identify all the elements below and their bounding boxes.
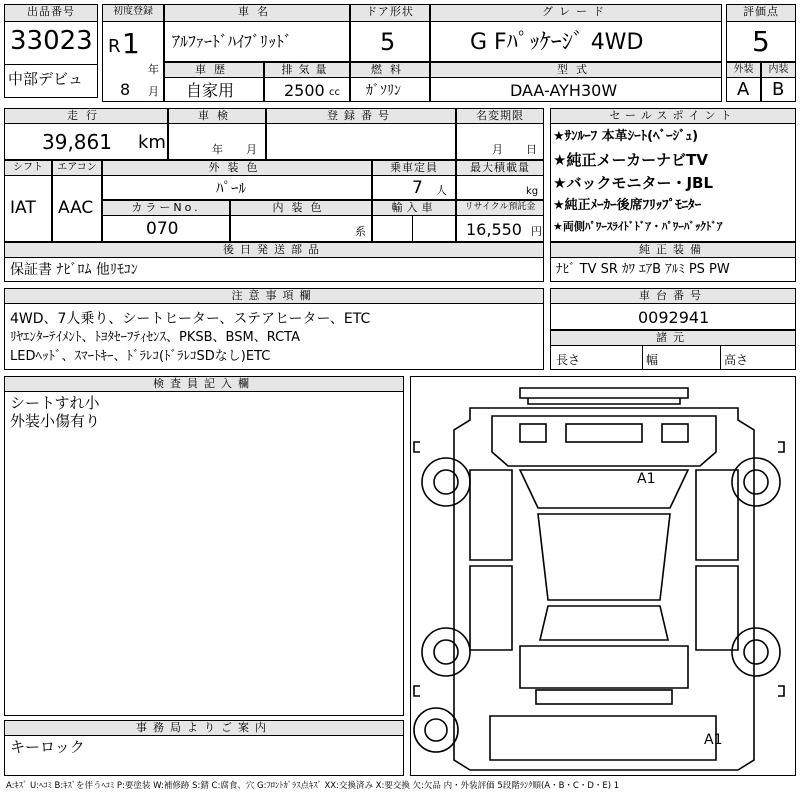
wheel-rear-right xyxy=(732,628,780,676)
interior-color-label: 内装色 xyxy=(230,200,372,216)
score-label: 評価点 xyxy=(726,4,796,22)
fuel: ｶﾞｿﾘﾝ xyxy=(366,83,401,99)
first-reg-year-unit: 年 xyxy=(148,63,159,76)
load-label: 最大積載量 xyxy=(456,160,544,176)
wheel-rear-right-hub xyxy=(744,640,768,664)
first-reg-era: R xyxy=(108,36,121,57)
mileage-label: 走行 xyxy=(4,108,168,124)
shift-label: シフト xyxy=(4,160,52,176)
sales-label: セールスポイント xyxy=(550,108,796,124)
interior-grade-label: 内装 xyxy=(761,62,796,78)
bracket-rear-left xyxy=(414,686,420,696)
mileage-unit: km xyxy=(138,132,166,153)
sales-point: ★純正メーカーナビTV xyxy=(553,151,708,169)
registration-label: 登録番号 xyxy=(266,108,456,124)
wheel-front-right xyxy=(732,458,780,506)
history: 自家用 xyxy=(186,81,235,100)
lower-bumper xyxy=(490,716,716,760)
capacity-label: 乗車定員 xyxy=(372,160,456,176)
tailgate xyxy=(520,646,688,688)
wheel-rear-left xyxy=(422,628,470,676)
bracket-front-left xyxy=(414,442,420,452)
notes-label: 注意事項欄 xyxy=(4,288,544,304)
left-front-door xyxy=(470,470,512,560)
capacity-unit: 人 xyxy=(436,184,447,197)
first-reg-month: 8 xyxy=(120,80,131,99)
note-line: 4WD、7人乗り、シートヒーター、ステアヒーター、ETC xyxy=(10,311,371,327)
dims-label: 諸元 xyxy=(550,330,796,346)
name-change-month-unit: 月 xyxy=(492,143,503,156)
grade: G Fﾊﾟｯｹｰｼﾞ 4WD xyxy=(470,30,644,55)
spare-wheel-left-hub xyxy=(425,719,447,741)
height-label: 高さ xyxy=(724,353,749,367)
office-label: 事務局よりご案内 xyxy=(4,720,404,736)
name-change-day-unit: 日 xyxy=(526,143,537,156)
inspection-year-unit: 年 xyxy=(212,143,223,156)
color: ﾊﾟｰﾙ xyxy=(216,179,247,197)
bracket-rear-right xyxy=(778,686,784,696)
first-reg-month-unit: 月 xyxy=(148,85,159,98)
displacement-unit: cc xyxy=(329,87,340,98)
wheel-front-right-hub xyxy=(744,470,768,494)
rear-bumper xyxy=(536,690,672,704)
office-text: キーロック xyxy=(10,738,85,756)
sales-point: ★純正ﾒｰｶｰ後席ﾌﾘｯﾌﾟﾓﾆﾀｰ xyxy=(553,198,702,213)
grade-label: グレード xyxy=(430,4,722,22)
car-name: ｱﾙﾌｧｰﾄﾞﾊｲﾌﾞﾘｯﾄﾞ xyxy=(172,32,293,51)
legend: A:ｷｽﾞ U:ﾍｺﾐ B:ｷｽﾞを伴うﾍｺﾐ P:要塗装 W:補修跡 S:錆 C:腐食、穴 G:ﾌﾛﾝﾄｶﾞﾗｽ点ｷｽﾞ XX:交換済み X:要交換 欠:欠品 内・外装評価 5段階ﾗﾝｸ順(A・B・C・D・E) 1 xyxy=(6,781,620,791)
name-change-label: 名変期限 xyxy=(456,108,544,124)
spare-wheel-left xyxy=(414,708,458,752)
model: DAA-AYH30W xyxy=(510,81,618,100)
car-name-label: 車名 xyxy=(164,4,350,22)
chassis-label: 車台番号 xyxy=(550,288,796,304)
color-label: 外装色 xyxy=(102,160,372,176)
interior-grade: B xyxy=(772,79,785,100)
auction-number: 33023 xyxy=(10,26,93,56)
load-unit: kg xyxy=(526,186,539,197)
note-line: LEDﾍｯﾄﾞ、ｽﾏｰﾄｷｰ、ﾄﾞﾗﾚｺ(ﾄﾞﾗﾚｺSDなし)ETC xyxy=(10,349,271,364)
auction-number-label: 出品番号 xyxy=(4,4,98,22)
color-no-label: カラーNo. xyxy=(102,200,230,216)
bracket-front-right xyxy=(778,442,784,452)
sales-point: ★両側ﾊﾟﾜｰｽﾗｲﾄﾞﾄﾞｱ・ﾊﾟﾜｰﾊﾞｯｸﾄﾞｱ xyxy=(553,220,723,233)
shift: IAT xyxy=(10,198,36,218)
ac: AAC xyxy=(58,198,94,218)
length-label: 長さ xyxy=(556,353,581,367)
mileage: 39,861 xyxy=(42,130,112,154)
later-label: 後日発送部品 xyxy=(4,242,544,258)
history-label: 車歴 xyxy=(164,62,264,78)
exterior-grade: A xyxy=(737,79,750,100)
ac-label: エアコン xyxy=(52,160,102,176)
venue: 中部デビュ xyxy=(8,70,84,88)
equip-label: 純正装備 xyxy=(550,242,796,258)
import-label: 輸入車 xyxy=(372,200,456,216)
color-no: 070 xyxy=(146,219,179,239)
damage-mark: A1 xyxy=(637,471,656,487)
first-reg-label: 初度登録 xyxy=(102,4,164,22)
front-grille-left xyxy=(520,424,546,442)
inspector-line: シートすれ小 xyxy=(10,394,100,412)
equipment: ﾅﾋﾞ TV SR ｶﾜ ｴｱB ｱﾙﾐ PS PW xyxy=(556,262,730,277)
recycle: 16,550 xyxy=(466,220,522,239)
left-rear-door xyxy=(470,566,512,650)
capacity: 7 xyxy=(412,178,423,198)
inspection-month-unit: 月 xyxy=(246,143,257,156)
right-rear-door xyxy=(696,566,738,650)
front-bumper-outline xyxy=(520,388,688,398)
sales-point: ★ｻﾝﾙｰﾌ 本革ｼｰﾄ(ﾍﾞｰｼﾞｭ) xyxy=(553,129,699,144)
displacement-label: 排気量 xyxy=(264,62,350,78)
model-label: 型式 xyxy=(430,62,722,78)
displacement: 2500 xyxy=(284,81,325,100)
chassis-number: 0092941 xyxy=(638,308,710,327)
recycle-label: リサイクル預託金 xyxy=(456,200,544,216)
front-grille-mid xyxy=(566,424,642,442)
width-label: 幅 xyxy=(646,353,659,367)
windshield xyxy=(520,470,688,508)
first-reg-year: 1 xyxy=(122,27,140,60)
fuel-label: 燃料 xyxy=(350,62,430,78)
front-bumper-lip xyxy=(528,398,680,404)
rear-window xyxy=(540,606,668,640)
inspection-label: 車検 xyxy=(168,108,266,124)
door-label: ドア形状 xyxy=(350,4,430,22)
roof xyxy=(538,514,670,600)
later-parts: 保証書 ﾅﾋﾞﾛﾑ 他ﾘﾓｺﾝ xyxy=(10,262,138,278)
recycle-unit: 円 xyxy=(531,225,542,238)
sales-point: ★バックモニター・JBL xyxy=(553,174,714,192)
damage-mark: A1 xyxy=(704,732,723,748)
score: 5 xyxy=(752,25,770,58)
door-count: 5 xyxy=(380,28,396,56)
inspector-label: 検査員記入欄 xyxy=(4,376,404,392)
exterior-grade-label: 外装 xyxy=(726,62,761,78)
inspector-line: 外装小傷有り xyxy=(10,412,101,430)
note-line: ﾘﾔｴﾝﾀｰﾃｲﾒﾝﾄ、ﾄﾖﾀｾｰﾌﾃｨｾﾝｽ、PKSB、BSM、RCTA xyxy=(10,330,300,345)
wheel-front-left xyxy=(422,458,470,506)
front-grille-right xyxy=(662,424,688,442)
interior-color-unit: 系 xyxy=(355,225,366,238)
